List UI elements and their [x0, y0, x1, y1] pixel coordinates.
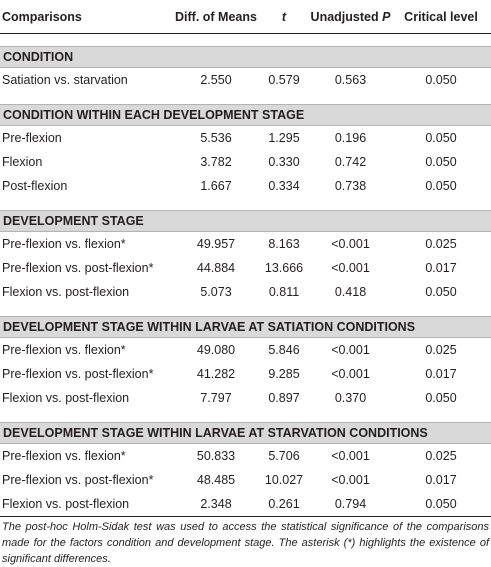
header-t: t [258, 0, 310, 34]
cell-unadjusted-p: 0.196 [334, 131, 367, 145]
cell-t: 10.027 [264, 473, 304, 487]
cell-comparison: Pre-flexion vs. flexion* [2, 343, 126, 357]
section-title: CONDITION [0, 47, 491, 68]
cell-t: 1.295 [268, 131, 300, 145]
table-row [0, 280, 491, 304]
table-row [0, 492, 491, 517]
table-row [0, 126, 491, 151]
cell-t: 0.330 [268, 155, 300, 169]
cell-diff-of-means: 44.884 [196, 261, 236, 275]
cell-comparison: Pre-flexion vs. post-flexion* [2, 261, 154, 275]
cell-unadjusted-p: 0.370 [334, 391, 367, 405]
section-header [0, 105, 491, 126]
table-body [0, 34, 491, 517]
cell-t: 5.706 [268, 449, 300, 463]
cell-t: 13.666 [264, 261, 304, 275]
table-row [0, 444, 491, 469]
footnote: The post-hoc Holm-Sidak test was used to access the statistical significance of the comparisons made for the factors condition and development stage. The asterisk (*) highlights the existence of significant differences. [2, 521, 489, 565]
cell-comparison: Flexion vs. post-flexion [0, 492, 174, 517]
cell-diff-of-means: 1.667 [200, 179, 232, 193]
cell-comparison: Pre-flexion vs. flexion* [2, 449, 126, 463]
cell-critical-level: 0.050 [425, 391, 457, 405]
cell-critical-level: 0.017 [425, 473, 457, 487]
section-header [0, 211, 491, 232]
section-spacer [0, 198, 491, 211]
cell-comparison: Flexion vs. post-flexion [2, 391, 130, 405]
cell-t: 0.811 [268, 285, 300, 299]
table-row [0, 174, 491, 198]
section-header [0, 317, 491, 338]
section-header [0, 423, 491, 444]
section-header [0, 47, 491, 68]
header-diff-of-means: Diff. of Means [174, 0, 258, 34]
cell-t: 0.897 [268, 391, 300, 405]
table-row [0, 386, 491, 410]
cell-t: 5.846 [268, 343, 300, 357]
table-row [0, 362, 491, 386]
header-critical-level: Critical level [391, 0, 491, 34]
cell-comparison: Flexion [2, 155, 43, 169]
section-spacer [0, 304, 491, 317]
cell-critical-level: 0.025 [425, 237, 457, 251]
section-title: DEVELOPMENT STAGE WITHIN LARVAE AT SATIATION CONDITIONS [0, 317, 491, 338]
cell-diff-of-means: 49.080 [196, 343, 236, 357]
cell-t: 8.163 [268, 237, 300, 251]
header-row [0, 0, 491, 34]
cell-critical-level: 0.025 [425, 449, 457, 463]
cell-comparison: Pre-flexion vs. post-flexion* [2, 473, 154, 487]
cell-unadjusted-p: 0.794 [310, 492, 391, 517]
cell-comparison: Pre-flexion vs. post-flexion* [2, 367, 154, 381]
cell-diff-of-means: 7.797 [200, 391, 232, 405]
cell-critical-level: 0.050 [425, 73, 457, 87]
cell-critical-level: 0.050 [391, 492, 491, 517]
table-row [0, 256, 491, 280]
section-title: DEVELOPMENT STAGE [0, 211, 491, 232]
cell-unadjusted-p: 0.738 [334, 179, 367, 193]
section-spacer [0, 92, 491, 105]
cell-diff-of-means: 5.536 [200, 131, 232, 145]
cell-unadjusted-p: <0.001 [331, 261, 370, 275]
section-title: DEVELOPMENT STAGE WITHIN LARVAE AT STARVATION CONDITIONS [0, 423, 491, 444]
cell-critical-level: 0.050 [425, 155, 457, 169]
cell-critical-level: 0.050 [425, 285, 457, 299]
cell-diff-of-means: 2.348 [174, 492, 258, 517]
cell-t: 0.334 [268, 179, 300, 193]
cell-critical-level: 0.017 [425, 367, 457, 381]
cell-unadjusted-p: 0.563 [334, 73, 367, 87]
cell-comparison: Post-flexion [2, 179, 68, 193]
cell-comparison: Pre-flexion [2, 131, 62, 145]
cell-critical-level: 0.050 [425, 179, 457, 193]
cell-diff-of-means: 3.782 [200, 155, 232, 169]
cell-diff-of-means: 2.550 [200, 73, 232, 87]
cell-t: 0.261 [258, 492, 310, 517]
cell-comparison: Satiation vs. starvation [2, 73, 128, 87]
cell-comparison: Flexion vs. post-flexion [2, 285, 130, 299]
table-row [0, 68, 491, 93]
cell-critical-level: 0.017 [425, 261, 457, 275]
cell-diff-of-means: 49.957 [196, 237, 236, 251]
table-row [0, 338, 491, 363]
section-spacer [0, 34, 491, 47]
cell-unadjusted-p: <0.001 [331, 343, 370, 357]
cell-unadjusted-p: <0.001 [331, 449, 370, 463]
cell-unadjusted-p: 0.742 [334, 155, 367, 169]
section-spacer [0, 410, 491, 423]
header-comparisons: Comparisons [0, 0, 174, 34]
cell-unadjusted-p: <0.001 [331, 237, 370, 251]
cell-t: 9.285 [268, 367, 300, 381]
cell-t: 0.579 [268, 73, 300, 87]
header-unadjusted-p: Unadjusted P [310, 0, 391, 34]
table-row [0, 232, 491, 257]
table-row [0, 150, 491, 174]
cell-diff-of-means: 5.073 [200, 285, 232, 299]
cell-unadjusted-p: 0.418 [334, 285, 367, 299]
cell-unadjusted-p: <0.001 [331, 473, 370, 487]
cell-unadjusted-p: <0.001 [331, 367, 370, 381]
section-title: CONDITION WITHIN EACH DEVELOPMENT STAGE [0, 105, 491, 126]
cell-critical-level: 0.025 [425, 343, 457, 357]
table-row [0, 468, 491, 492]
cell-diff-of-means: 41.282 [196, 367, 236, 381]
cell-diff-of-means: 48.485 [196, 473, 236, 487]
cell-comparison: Pre-flexion vs. flexion* [2, 237, 126, 251]
cell-diff-of-means: 50.833 [196, 449, 236, 463]
cell-critical-level: 0.050 [425, 131, 457, 145]
